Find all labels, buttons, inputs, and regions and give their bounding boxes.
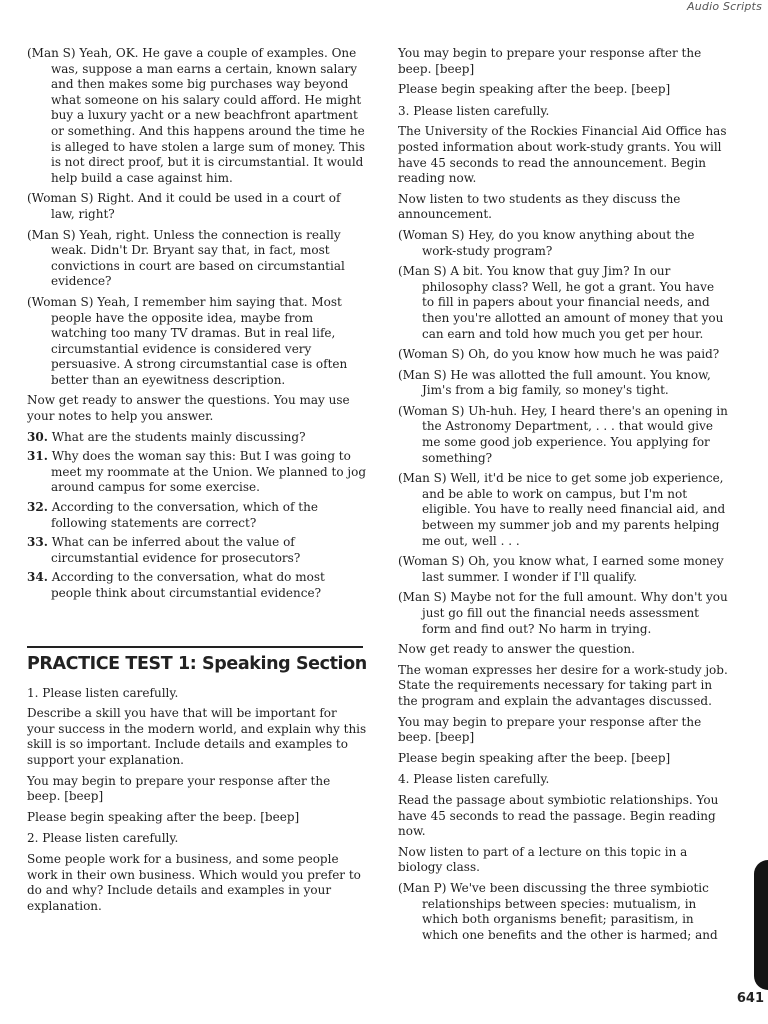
paragraph: You may begin to prepare your response after the beep. [beep] <box>398 46 702 76</box>
paragraph: Describe a skill you have that will be important for your success in the modern world, and explain why this skill is so important. Include details and examples to support your explanation. <box>27 706 367 767</box>
question <box>27 570 367 601</box>
paragraph: Now listen to part of a lecture on this topic in a biology class. <box>398 844 688 875</box>
section-divider <box>27 646 363 648</box>
dialogue-line: (Man S) Yeah, OK. He gave a couple of examples. One was, suppose a man earns a certain, known salary and then makes some big purchases way beyond what someone on his salary could afford. He might buy a luxury yacht or a new beachfront apartment or something. And this happens around the time he is alleged to have stolen a large sum of money. This is not direct proof, but it is circumstantial. It would help build a case against him. <box>27 46 365 185</box>
paragraph: Now listen to two students as they discuss the announcement. <box>398 191 681 222</box>
paragraph: Now get ready to answer the questions. You may use your notes to help you answer. <box>27 393 350 424</box>
dialogue-line: (Man P) We've been discussing the three symbiotic relationships between species: mutualism, in which both organisms benefit; parasitism, in which one benefits and the other is harmed; and <box>398 880 718 942</box>
dialogue-line: (Woman S) Oh, you know what, I earned some money last summer. I wonder if I'll qualify. <box>398 554 724 584</box>
dialogue-line: (Woman S) Yeah, I remember him saying that. Most people have the opposite idea, maybe from watching too many TV dramas. But in real life, circumstantial evidence is considered very persuasive. A strong circumstantial case is often better than an eyewitness description. <box>27 294 348 387</box>
question <box>27 500 367 531</box>
left-column <box>27 46 367 919</box>
paragraph: Read the passage about symbiotic relationships. You have 45 seconds to read the passage. Begin reading now. <box>398 792 719 839</box>
page-number: 641 <box>736 991 764 1006</box>
dialogue-line: (Man S) A bit. You know that guy Jim? In our philosophy class? Well, he got a grant. You have to fill in papers about your financial needs, and then you're allotted an amount of money that you can earn and told how much you get per hour. <box>398 264 724 341</box>
question-number: 32. <box>27 500 48 515</box>
question-number: 31. <box>27 449 48 464</box>
paragraph: The woman expresses her desire for a work-study job. State the requirements necessary for taking part in the program and explain the advantages discussed. <box>398 662 728 708</box>
dialogue-line: (Man S) Well, it'd be nice to get some job experience, and be able to work on campus, but I'm not eligible. You have to really need financial aid, and between my summer job and my parents helping me out, well . . . <box>398 471 726 548</box>
question-text: According to the conversation, what do most people think about circumstantial evidence? <box>51 570 325 600</box>
task-heading: 3. Please listen carefully. <box>398 103 550 118</box>
paragraph: Please begin speaking after the beep. [beep] <box>27 809 300 824</box>
task-heading: 4. Please listen carefully. <box>398 772 550 787</box>
paragraph: Some people work for a business, and some people work in their own business. Which would you prefer to do and why? Include details and examples in your explanation. <box>27 851 361 913</box>
question-text: Why does the woman say this: But I was going to meet my roommate at the Union. We planned to jog around campus for some exercise. <box>51 449 367 495</box>
paragraph: Please begin speaking after the beep. [beep] <box>398 750 671 765</box>
question-number: 34. <box>27 570 48 585</box>
dialogue-line: (Man S) He was allotted the full amount. You know, Jim's from a big family, so money's tight. <box>398 367 711 398</box>
question-text: According to the conversation, which of the following statements are correct? <box>51 500 318 530</box>
question <box>27 449 367 496</box>
paragraph: You may begin to prepare your response after the beep. [beep] <box>27 773 331 804</box>
running-head: Audio Scripts <box>687 0 762 13</box>
paragraph: The University of the Rockies Financial Aid Office has posted information about work-study grants. You will have 45 seconds to read the announcement. Begin reading now. <box>398 124 727 186</box>
question-number: 33. <box>27 535 48 550</box>
page-edge-shadow <box>754 860 768 990</box>
paragraph: Now get ready to answer the question. <box>398 642 635 657</box>
question-number: 30. <box>27 429 48 444</box>
right-column <box>398 46 728 948</box>
question <box>27 430 367 446</box>
paragraph: Please begin speaking after the beep. [beep] <box>398 82 671 97</box>
dialogue-line: (Woman S) Hey, do you know anything about the work-study program? <box>398 227 695 258</box>
dialogue-line: (Man S) Yeah, right. Unless the connection is really weak. Didn't Dr. Bryant say that, in fact, most convictions in court are based on circumstantial evidence? <box>27 227 345 289</box>
question-text: What can be inferred about the value of circumstantial evidence for prosecutors? <box>51 535 301 565</box>
paragraph: You may begin to prepare your response after the beep. [beep] <box>398 714 702 745</box>
dialogue-line: (Woman S) Oh, do you know how much he was paid? <box>398 347 720 362</box>
dialogue-line: (Woman S) Right. And it could be used in a court of law, right? <box>27 191 341 221</box>
dialogue-line: (Woman S) Uh-huh. Hey, I heard there's an opening in the Astronomy Department, . . . that would give me some good job experience. You applying for something? <box>398 403 728 465</box>
task-heading: 1. Please listen carefully. <box>27 685 179 700</box>
question <box>27 535 367 566</box>
section-title: PRACTICE TEST 1: Speaking Section <box>27 653 367 674</box>
task-heading: 2. Please listen carefully. <box>27 831 179 846</box>
question-text: What are the students mainly discussing? <box>51 429 306 444</box>
dialogue-line: (Man S) Maybe not for the full amount. Why don't you just go fill out the financial needs assessment form and find out? No harm in trying. <box>398 590 728 636</box>
